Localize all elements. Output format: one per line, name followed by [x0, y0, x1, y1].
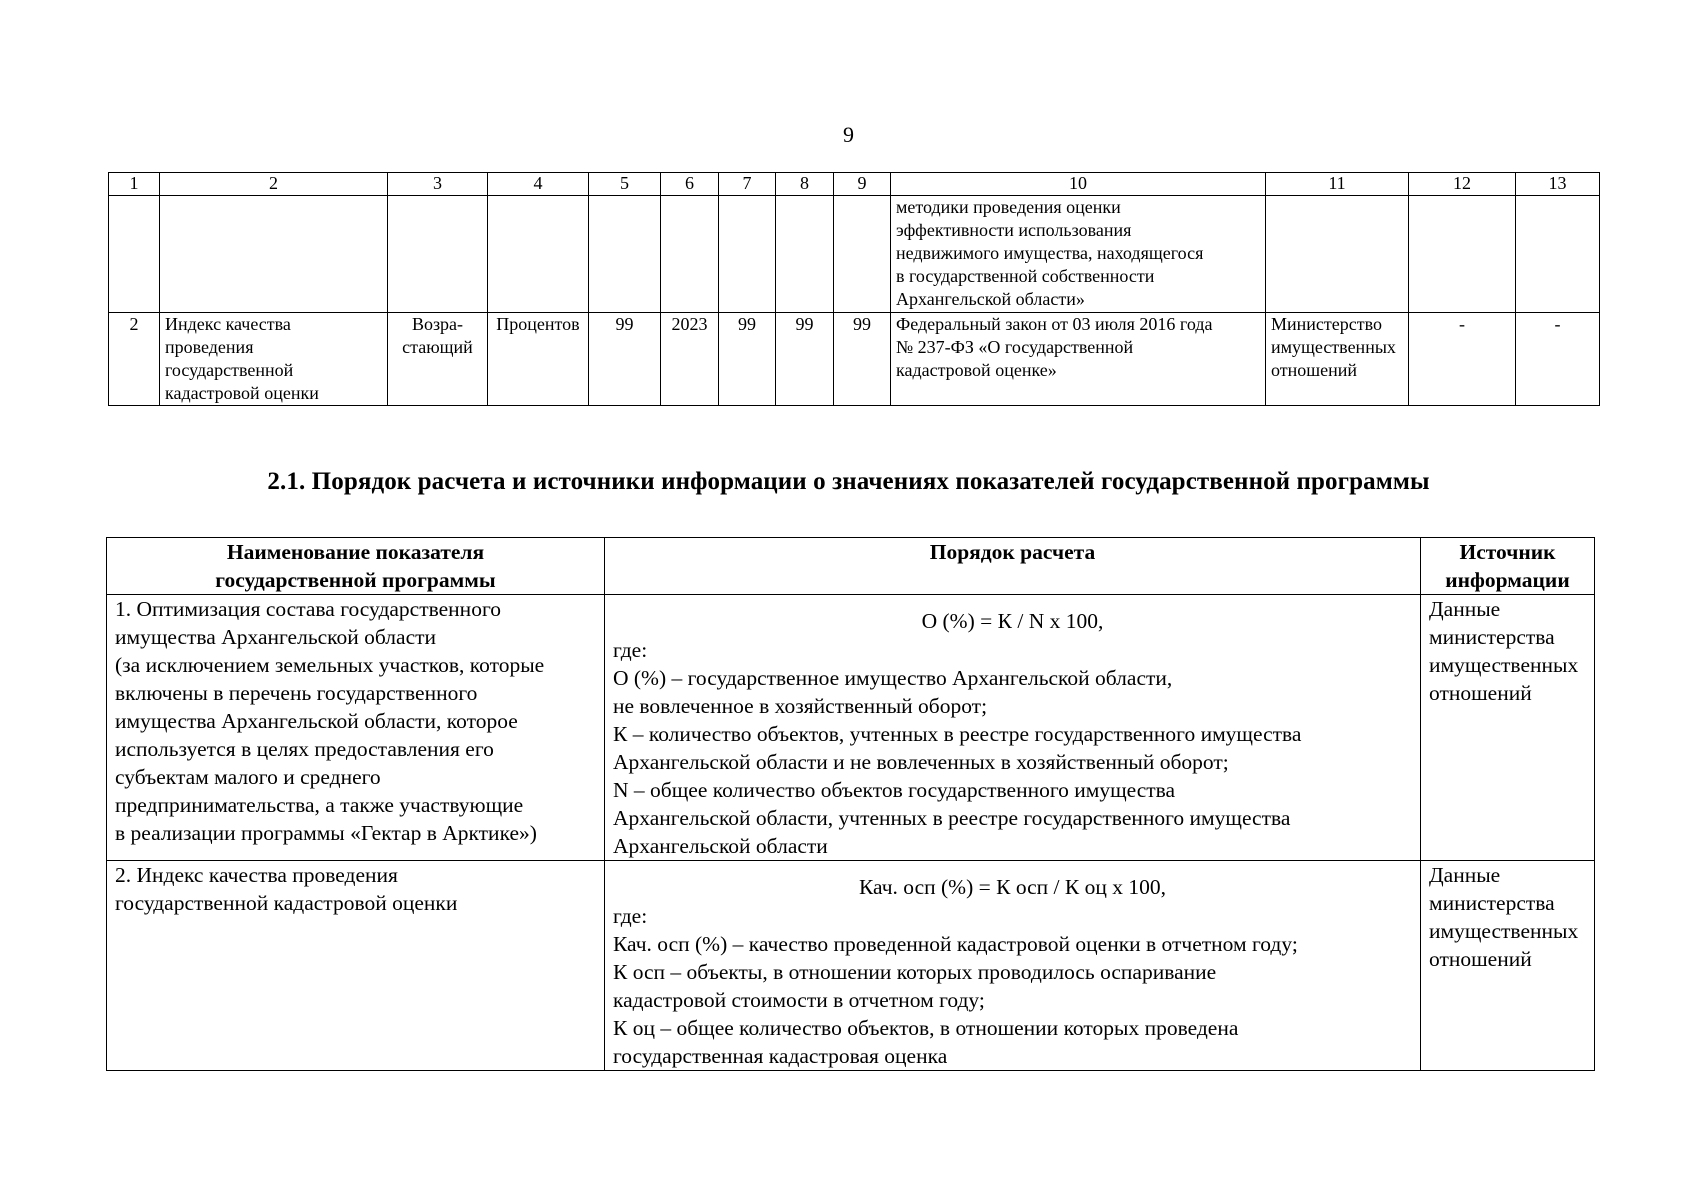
indicators-table: [108, 172, 1600, 406]
formula: О (%) = К / N х 100,: [921, 609, 1104, 633]
year-cell: 2023: [661, 313, 719, 406]
column-number: 2: [160, 173, 388, 196]
unit-cell: Процентов: [488, 313, 589, 406]
indicator-name-cell: Индекс качества проведения государственной кадастровой оценки: [160, 313, 388, 406]
value-cell: 99: [776, 313, 834, 406]
formula: Кач. осп (%) = К осп / К оц х 100,: [859, 875, 1166, 899]
column-number: 1: [109, 173, 160, 196]
column-number: 6: [661, 173, 719, 196]
header-indicator-name: Наименование показателя государственной программы: [107, 538, 605, 595]
column-number-row: [109, 173, 1600, 196]
legal-basis-cell: методики проведения оценки эффективности использования недвижимого имущества, находящегося в государственной собственности Архангельской области»: [891, 196, 1266, 313]
value-cell: 99: [589, 313, 661, 406]
table-row-continuation: [109, 196, 1600, 313]
value-cell: 99: [719, 313, 776, 406]
trend-cell: Возра- стающий: [388, 313, 488, 406]
section-heading: 2.1. Порядок расчета и источники информации о значениях показателей государственной программы: [267, 468, 1430, 495]
value-cell: 99: [834, 313, 891, 406]
dash-cell: -: [1409, 313, 1516, 406]
calculation-cell: О (%) = К / N х 100, где: О (%) – государственное имущество Архангельской области, не вовлеченное в хозяйственный оборот; К – количество объектов, учтенных в реестре государственного имущества Архангельской области и не вовлеченных в хозяйственный оборот; N – общее количество объектов государственного имущества Архангельской области, учтенных в реестре государственного имущества Архангельской области: [605, 595, 1421, 861]
column-number: 13: [1516, 173, 1600, 196]
indicator-name-cell: 1. Оптимизация состава государственного имущества Архангельской области (за исключением земельных участков, которые включены в перечень государственного имущества Архангельской области, которое используется в целях предоставления его субъектам малого и среднего предпринимательства, а также участвующие в реализации программы «Гектар в Арктике»): [107, 595, 605, 861]
column-number: 12: [1409, 173, 1516, 196]
table-row: [107, 861, 1595, 1071]
column-number: 5: [589, 173, 661, 196]
source-cell: Данные министерства имущественных отношений: [1421, 595, 1595, 861]
column-number: 3: [388, 173, 488, 196]
column-number: 7: [719, 173, 776, 196]
header-row: [107, 538, 1595, 595]
column-number: 9: [834, 173, 891, 196]
calculation-cell: Кач. осп (%) = К осп / К оц х 100, где: Кач. осп (%) – качество проведенной кадастровой оценки в отчетном году; К осп – объекты, в отношении которых проводилось оспаривание кадастровой стоимости в отчетном году; К оц – общее количество объектов, в отношении которых проведена государственная кадастровая оценка: [605, 861, 1421, 1071]
indicator-name-cell: 2. Индекс качества проведения государственной кадастровой оценки: [107, 861, 605, 1071]
header-source: Источник информации: [1421, 538, 1595, 595]
page-number: 9: [843, 122, 854, 147]
table-row: [109, 313, 1600, 406]
table-row: [107, 595, 1595, 861]
header-calculation: Порядок расчета: [605, 538, 1421, 595]
column-number: 8: [776, 173, 834, 196]
row-number: 2: [109, 313, 160, 406]
responsible-cell: Министерство имущественных отношений: [1266, 313, 1409, 406]
column-number: 11: [1266, 173, 1409, 196]
column-number: 4: [488, 173, 589, 196]
source-cell: Данные министерства имущественных отношений: [1421, 861, 1595, 1071]
dash-cell: -: [1516, 313, 1600, 406]
calculation-table: [106, 537, 1595, 1071]
column-number: 10: [891, 173, 1266, 196]
legal-basis-cell: Федеральный закон от 03 июля 2016 года № 237-ФЗ «О государственной кадастровой оценке»: [891, 313, 1266, 406]
